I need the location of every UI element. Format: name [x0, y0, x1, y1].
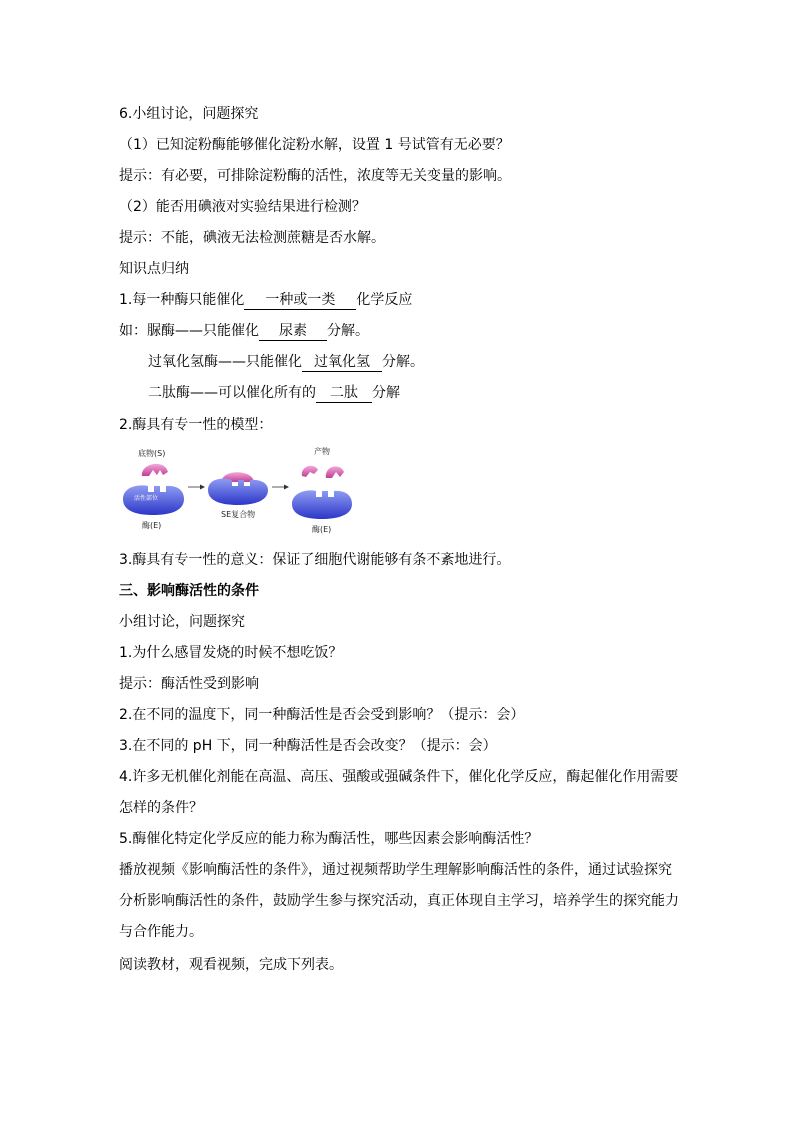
section-6-title: 6.小组讨论，问题探究 [119, 106, 259, 122]
product-shape-1 [302, 466, 318, 477]
example-catalase-suffix: 分解。 [382, 354, 424, 370]
example-catalase-prefix: 过氧化氢酶——只能催化 [148, 354, 302, 370]
complex-label: SE复合物 [221, 510, 256, 519]
question-2: （2）能否用碘液对实验结果进行检测？ [119, 199, 366, 215]
example-urease-suffix: 分解。 [327, 323, 369, 339]
example-dipeptidase-suffix: 分解 [372, 385, 400, 401]
answer-1: 提示：有必要，可排除淀粉酶的活性，浓度等无关变量的影响。 [119, 168, 511, 184]
substrate-shape [142, 464, 168, 476]
group-question-2: 2.在不同的温度下，同一种酶活性是否会受到影响？（提示：会） [119, 707, 525, 723]
example-urease [119, 321, 369, 341]
enzyme-label-2: 酶(E) [312, 525, 332, 534]
point-1-suffix: 化学反应 [356, 292, 413, 308]
substrate-label: 底物(S) [138, 449, 166, 458]
example-urease-prefix: 如：脲酶——只能催化 [119, 323, 259, 339]
group-answer-1: 提示：酶活性受到影响 [119, 676, 259, 692]
point-2: 2.酶具有专一性的模型： [119, 417, 273, 433]
example-dipeptidase [148, 383, 400, 403]
enzyme-label-1: 酶(E) [142, 521, 162, 530]
section-3-heading: 三、影响酶活性的条件 [119, 583, 259, 599]
arrow-2-head [284, 485, 289, 490]
enzyme-model-svg [120, 444, 356, 534]
summary-title: 知识点归纳 [119, 261, 189, 277]
example-dipeptidase-blank: 二肽 [316, 385, 372, 403]
product-shape-2 [326, 466, 344, 478]
example-urease-blank: 尿素 [259, 323, 327, 341]
example-dipeptidase-prefix: 二肽酶——可以催化所有的 [148, 385, 316, 401]
reading-instruction: 阅读教材，观看视频，完成下列表。 [119, 957, 343, 973]
enzyme-shape-2 [292, 490, 352, 519]
point-3: 3.酶具有专一性的意义：保证了细胞代谢能够有条不紊地进行。 [119, 552, 511, 568]
answer-2: 提示：不能，碘液无法检测蔗糖是否水解。 [119, 230, 385, 246]
video-paragraph: 播放视频《影响酶活性的条件》，通过视频帮助学生理解影响酶活性的条件，通过试验探究分析影响酶活性的条件，鼓励学生参与探究活动，真正体现自主学习，培养学生的探究能力与合作能力。 [119, 862, 679, 940]
example-catalase [148, 352, 424, 372]
arrow-1-head [200, 485, 205, 490]
active-site-label: 活性部位 [134, 495, 159, 502]
group-question-5: 5.酶催化特定化学反应的能力称为酶活性，哪些因素会影响酶活性？ [119, 831, 539, 847]
complex-enzyme-shape [208, 479, 268, 505]
group-discussion-title: 小组讨论，问题探究 [119, 614, 245, 630]
enzyme-specificity-model-figure [120, 444, 356, 534]
point-1-prefix: 1.每一种酶只能催化 [119, 292, 245, 308]
point-1 [119, 290, 412, 310]
group-question-1: 1.为什么感冒发烧的时候不想吃饭？ [119, 645, 343, 661]
point-1-blank: 一种或一类 [244, 292, 356, 310]
group-question-4: 4.许多无机催化剂能在高温、高压、强酸或强碱条件下，催化化学反应，酶起催化作用需要怎样的条件？ [119, 769, 679, 816]
product-label: 产物 [314, 447, 330, 456]
group-question-3: 3.在不同的 pH 下，同一种酶活性是否会改变？（提示：会） [119, 738, 497, 754]
question-1: （1）已知淀粉酶能够催化淀粉水解，设置 1 号试管有无必要？ [119, 137, 510, 153]
example-catalase-blank: 过氧化氢 [302, 354, 382, 372]
